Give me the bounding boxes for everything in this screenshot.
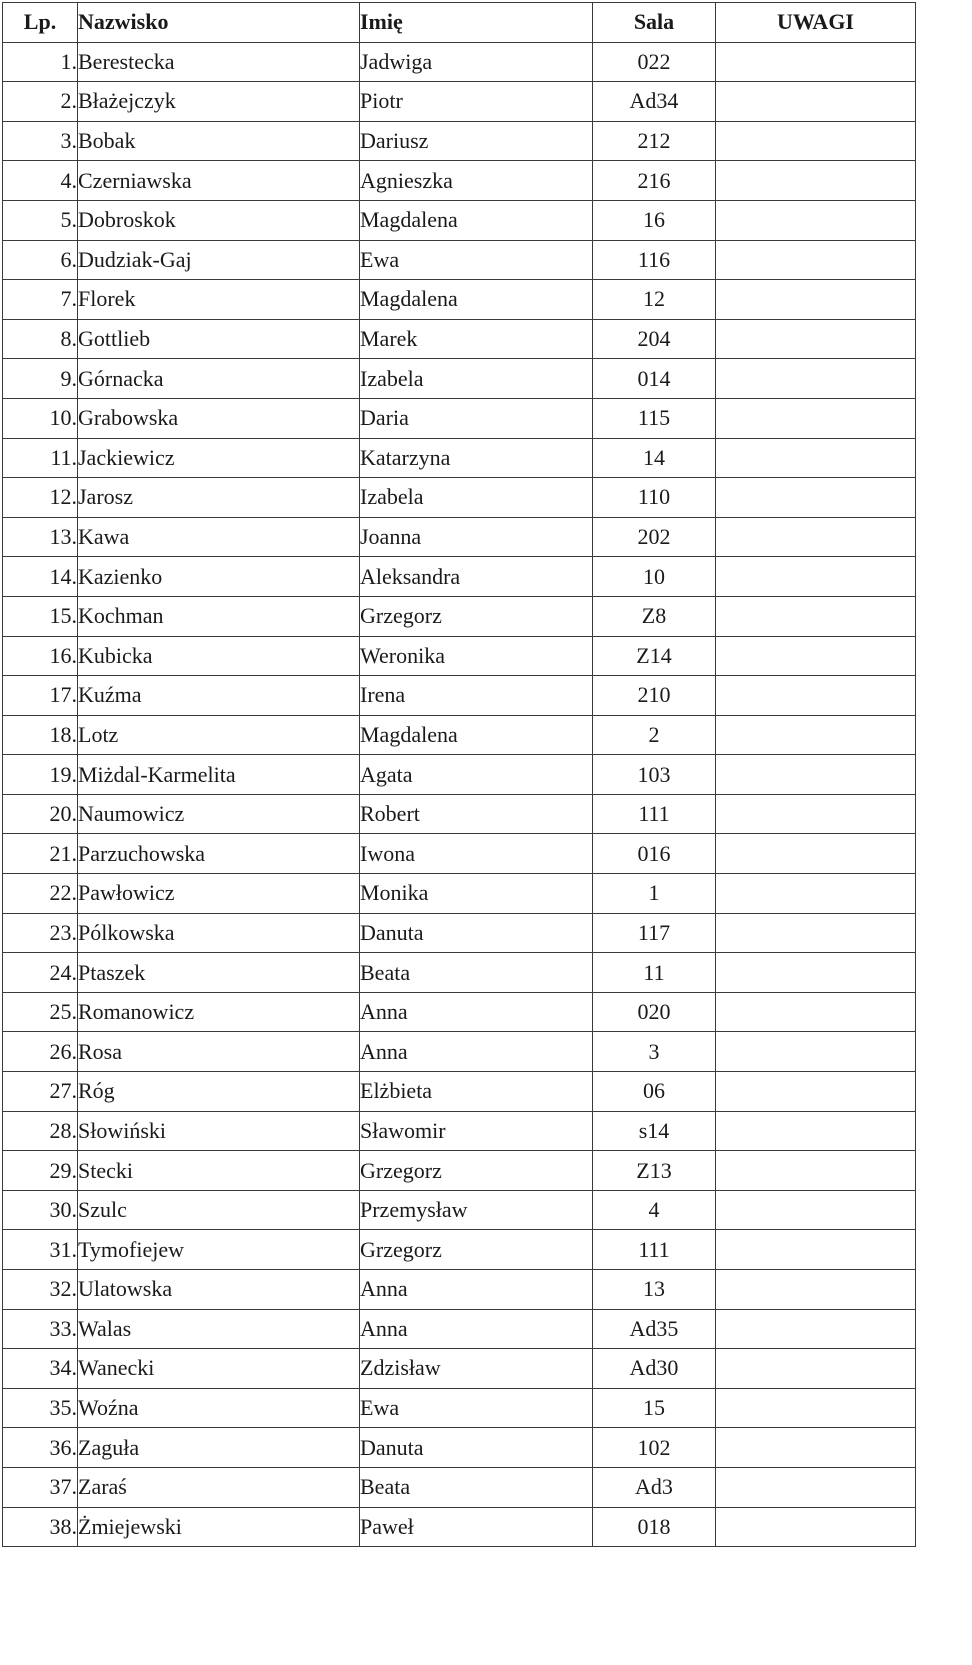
cell-lp: 8.	[3, 319, 78, 359]
cell-lp: 36.	[3, 1428, 78, 1468]
cell-room: 3	[593, 1032, 716, 1072]
cell-notes	[716, 715, 916, 755]
cell-room: 115	[593, 398, 716, 438]
cell-room: 103	[593, 755, 716, 795]
cell-surname: Miżdal-Karmelita	[78, 755, 360, 795]
cell-first-name: Weronika	[360, 636, 593, 676]
cell-room: 10	[593, 557, 716, 597]
cell-notes	[716, 1111, 916, 1151]
cell-first-name: Dariusz	[360, 121, 593, 161]
cell-lp: 23.	[3, 913, 78, 953]
cell-first-name: Beata	[360, 1467, 593, 1507]
cell-first-name: Anna	[360, 992, 593, 1032]
header-lp: Lp.	[3, 3, 78, 43]
table-row	[3, 121, 916, 161]
table-row	[3, 1467, 916, 1507]
cell-first-name: Magdalena	[360, 200, 593, 240]
cell-room: 13	[593, 1270, 716, 1310]
table-row	[3, 478, 916, 518]
cell-room: Z13	[593, 1151, 716, 1191]
cell-room: 202	[593, 517, 716, 557]
cell-room: Ad30	[593, 1349, 716, 1389]
cell-room: 204	[593, 319, 716, 359]
cell-first-name: Ewa	[360, 1388, 593, 1428]
cell-room: Ad3	[593, 1467, 716, 1507]
table-row	[3, 398, 916, 438]
cell-surname: Parzuchowska	[78, 834, 360, 874]
cell-first-name: Agata	[360, 755, 593, 795]
cell-lp: 9.	[3, 359, 78, 399]
cell-first-name: Danuta	[360, 1428, 593, 1468]
cell-first-name: Agnieszka	[360, 161, 593, 201]
cell-lp: 10.	[3, 398, 78, 438]
cell-room: 14	[593, 438, 716, 478]
header-notes: UWAGI	[716, 3, 916, 43]
cell-surname: Gottlieb	[78, 319, 360, 359]
cell-lp: 3.	[3, 121, 78, 161]
cell-notes	[716, 557, 916, 597]
header-row	[3, 3, 916, 43]
cell-room: Z8	[593, 596, 716, 636]
table-row	[3, 1230, 916, 1270]
cell-notes	[716, 992, 916, 1032]
cell-room: 11	[593, 953, 716, 993]
cell-lp: 28.	[3, 1111, 78, 1151]
table-row	[3, 874, 916, 914]
header-first-name: Imię	[360, 3, 593, 43]
table-row	[3, 319, 916, 359]
cell-notes	[716, 1270, 916, 1310]
cell-room: 116	[593, 240, 716, 280]
table-row	[3, 1309, 916, 1349]
staff-room-table	[2, 2, 916, 1547]
cell-room: 06	[593, 1072, 716, 1112]
cell-lp: 16.	[3, 636, 78, 676]
cell-first-name: Grzegorz	[360, 1230, 593, 1270]
table-row	[3, 676, 916, 716]
cell-surname: Jackiewicz	[78, 438, 360, 478]
cell-surname: Bobak	[78, 121, 360, 161]
cell-room: Z14	[593, 636, 716, 676]
cell-notes	[716, 161, 916, 201]
cell-notes	[716, 596, 916, 636]
cell-first-name: Joanna	[360, 517, 593, 557]
cell-room: 102	[593, 1428, 716, 1468]
cell-room: 16	[593, 200, 716, 240]
cell-surname: Pólkowska	[78, 913, 360, 953]
table-row	[3, 1349, 916, 1389]
cell-first-name: Izabela	[360, 478, 593, 518]
cell-first-name: Anna	[360, 1032, 593, 1072]
cell-surname: Rosa	[78, 1032, 360, 1072]
cell-notes	[716, 517, 916, 557]
table-row	[3, 517, 916, 557]
cell-room: 111	[593, 1230, 716, 1270]
cell-notes	[716, 1309, 916, 1349]
cell-surname: Pawłowicz	[78, 874, 360, 914]
cell-room: 117	[593, 913, 716, 953]
cell-lp: 21.	[3, 834, 78, 874]
cell-lp: 5.	[3, 200, 78, 240]
cell-first-name: Zdzisław	[360, 1349, 593, 1389]
cell-notes	[716, 1230, 916, 1270]
cell-notes	[716, 1467, 916, 1507]
cell-first-name: Robert	[360, 794, 593, 834]
table-row	[3, 240, 916, 280]
table-row	[3, 438, 916, 478]
cell-lp: 4.	[3, 161, 78, 201]
cell-lp: 25.	[3, 992, 78, 1032]
cell-notes	[716, 1190, 916, 1230]
cell-notes	[716, 1032, 916, 1072]
cell-surname: Szulc	[78, 1190, 360, 1230]
cell-surname: Żmiejewski	[78, 1507, 360, 1547]
table-row	[3, 200, 916, 240]
cell-notes	[716, 1388, 916, 1428]
table-header	[3, 3, 916, 43]
cell-lp: 35.	[3, 1388, 78, 1428]
cell-first-name: Marek	[360, 319, 593, 359]
cell-surname: Dobroskok	[78, 200, 360, 240]
cell-notes	[716, 913, 916, 953]
cell-surname: Grabowska	[78, 398, 360, 438]
table-row	[3, 715, 916, 755]
cell-room: 15	[593, 1388, 716, 1428]
cell-surname: Czerniawska	[78, 161, 360, 201]
cell-lp: 12.	[3, 478, 78, 518]
cell-lp: 6.	[3, 240, 78, 280]
cell-first-name: Magdalena	[360, 715, 593, 755]
cell-surname: Jarosz	[78, 478, 360, 518]
cell-room: 014	[593, 359, 716, 399]
cell-notes	[716, 1428, 916, 1468]
cell-first-name: Anna	[360, 1309, 593, 1349]
cell-notes	[716, 121, 916, 161]
cell-first-name: Danuta	[360, 913, 593, 953]
header-surname: Nazwisko	[78, 3, 360, 43]
cell-lp: 13.	[3, 517, 78, 557]
cell-first-name: Beata	[360, 953, 593, 993]
table-row	[3, 1507, 916, 1547]
cell-first-name: Monika	[360, 874, 593, 914]
table-row	[3, 596, 916, 636]
cell-room: s14	[593, 1111, 716, 1151]
cell-notes	[716, 240, 916, 280]
cell-surname: Woźna	[78, 1388, 360, 1428]
table-row	[3, 161, 916, 201]
document-page	[2, 2, 915, 1547]
cell-notes	[716, 636, 916, 676]
cell-surname: Kubicka	[78, 636, 360, 676]
table-row	[3, 1072, 916, 1112]
cell-surname: Berestecka	[78, 42, 360, 82]
cell-room: 111	[593, 794, 716, 834]
cell-notes	[716, 953, 916, 993]
cell-room: 2	[593, 715, 716, 755]
cell-room: 210	[593, 676, 716, 716]
cell-lp: 7.	[3, 280, 78, 320]
cell-lp: 37.	[3, 1467, 78, 1507]
cell-notes	[716, 42, 916, 82]
table-row	[3, 1428, 916, 1468]
table-row	[3, 557, 916, 597]
cell-surname: Górnacka	[78, 359, 360, 399]
cell-first-name: Aleksandra	[360, 557, 593, 597]
cell-surname: Zaraś	[78, 1467, 360, 1507]
cell-surname: Kawa	[78, 517, 360, 557]
cell-first-name: Katarzyna	[360, 438, 593, 478]
cell-surname: Lotz	[78, 715, 360, 755]
cell-first-name: Anna	[360, 1270, 593, 1310]
cell-room: 016	[593, 834, 716, 874]
cell-lp: 1.	[3, 42, 78, 82]
cell-notes	[716, 755, 916, 795]
cell-room: 12	[593, 280, 716, 320]
table-row	[3, 1111, 916, 1151]
cell-notes	[716, 874, 916, 914]
cell-lp: 26.	[3, 1032, 78, 1072]
cell-notes	[716, 1349, 916, 1389]
cell-room: 020	[593, 992, 716, 1032]
cell-first-name: Elżbieta	[360, 1072, 593, 1112]
table-row	[3, 1151, 916, 1191]
cell-first-name: Sławomir	[360, 1111, 593, 1151]
cell-first-name: Irena	[360, 676, 593, 716]
cell-first-name: Grzegorz	[360, 1151, 593, 1191]
table-row	[3, 42, 916, 82]
cell-lp: 17.	[3, 676, 78, 716]
cell-surname: Tymofiejew	[78, 1230, 360, 1270]
cell-notes	[716, 398, 916, 438]
table-row	[3, 1190, 916, 1230]
cell-surname: Błażejczyk	[78, 82, 360, 122]
cell-lp: 18.	[3, 715, 78, 755]
cell-surname: Ulatowska	[78, 1270, 360, 1310]
table-row	[3, 359, 916, 399]
cell-notes	[716, 1151, 916, 1191]
cell-notes	[716, 478, 916, 518]
cell-notes	[716, 319, 916, 359]
cell-notes	[716, 200, 916, 240]
cell-lp: 34.	[3, 1349, 78, 1389]
cell-surname: Romanowicz	[78, 992, 360, 1032]
cell-surname: Róg	[78, 1072, 360, 1112]
table-row	[3, 834, 916, 874]
cell-lp: 38.	[3, 1507, 78, 1547]
cell-surname: Kochman	[78, 596, 360, 636]
table-row	[3, 280, 916, 320]
cell-first-name: Daria	[360, 398, 593, 438]
cell-surname: Walas	[78, 1309, 360, 1349]
cell-surname: Ptaszek	[78, 953, 360, 993]
cell-notes	[716, 676, 916, 716]
cell-lp: 19.	[3, 755, 78, 795]
cell-lp: 32.	[3, 1270, 78, 1310]
cell-lp: 30.	[3, 1190, 78, 1230]
cell-notes	[716, 438, 916, 478]
cell-first-name: Paweł	[360, 1507, 593, 1547]
table-row	[3, 992, 916, 1032]
cell-notes	[716, 1072, 916, 1112]
cell-lp: 31.	[3, 1230, 78, 1270]
cell-lp: 22.	[3, 874, 78, 914]
cell-notes	[716, 794, 916, 834]
cell-surname: Dudziak-Gaj	[78, 240, 360, 280]
table-row	[3, 755, 916, 795]
cell-first-name: Ewa	[360, 240, 593, 280]
table-row	[3, 636, 916, 676]
cell-room: 1	[593, 874, 716, 914]
cell-notes	[716, 1507, 916, 1547]
cell-surname: Florek	[78, 280, 360, 320]
table-row	[3, 1388, 916, 1428]
cell-surname: Słowiński	[78, 1111, 360, 1151]
cell-room: 110	[593, 478, 716, 518]
cell-room: 4	[593, 1190, 716, 1230]
table-row	[3, 953, 916, 993]
table-row	[3, 1270, 916, 1310]
table-row	[3, 82, 916, 122]
cell-lp: 20.	[3, 794, 78, 834]
cell-first-name: Piotr	[360, 82, 593, 122]
cell-first-name: Przemysław	[360, 1190, 593, 1230]
cell-surname: Zaguła	[78, 1428, 360, 1468]
cell-lp: 27.	[3, 1072, 78, 1112]
cell-room: 216	[593, 161, 716, 201]
cell-notes	[716, 280, 916, 320]
cell-room: 212	[593, 121, 716, 161]
cell-first-name: Grzegorz	[360, 596, 593, 636]
table-body	[3, 42, 916, 1547]
cell-lp: 2.	[3, 82, 78, 122]
cell-first-name: Jadwiga	[360, 42, 593, 82]
cell-room: 022	[593, 42, 716, 82]
cell-lp: 11.	[3, 438, 78, 478]
table-row	[3, 1032, 916, 1072]
cell-notes	[716, 834, 916, 874]
cell-surname: Kazienko	[78, 557, 360, 597]
table-row	[3, 913, 916, 953]
header-room: Sala	[593, 3, 716, 43]
cell-lp: 33.	[3, 1309, 78, 1349]
table-row	[3, 794, 916, 834]
cell-surname: Naumowicz	[78, 794, 360, 834]
cell-notes	[716, 359, 916, 399]
cell-first-name: Izabela	[360, 359, 593, 399]
cell-lp: 29.	[3, 1151, 78, 1191]
cell-surname: Kuźma	[78, 676, 360, 716]
cell-room: 018	[593, 1507, 716, 1547]
cell-first-name: Magdalena	[360, 280, 593, 320]
cell-first-name: Iwona	[360, 834, 593, 874]
cell-lp: 15.	[3, 596, 78, 636]
cell-lp: 24.	[3, 953, 78, 993]
cell-room: Ad34	[593, 82, 716, 122]
cell-surname: Stecki	[78, 1151, 360, 1191]
cell-room: Ad35	[593, 1309, 716, 1349]
cell-notes	[716, 82, 916, 122]
cell-surname: Wanecki	[78, 1349, 360, 1389]
cell-lp: 14.	[3, 557, 78, 597]
